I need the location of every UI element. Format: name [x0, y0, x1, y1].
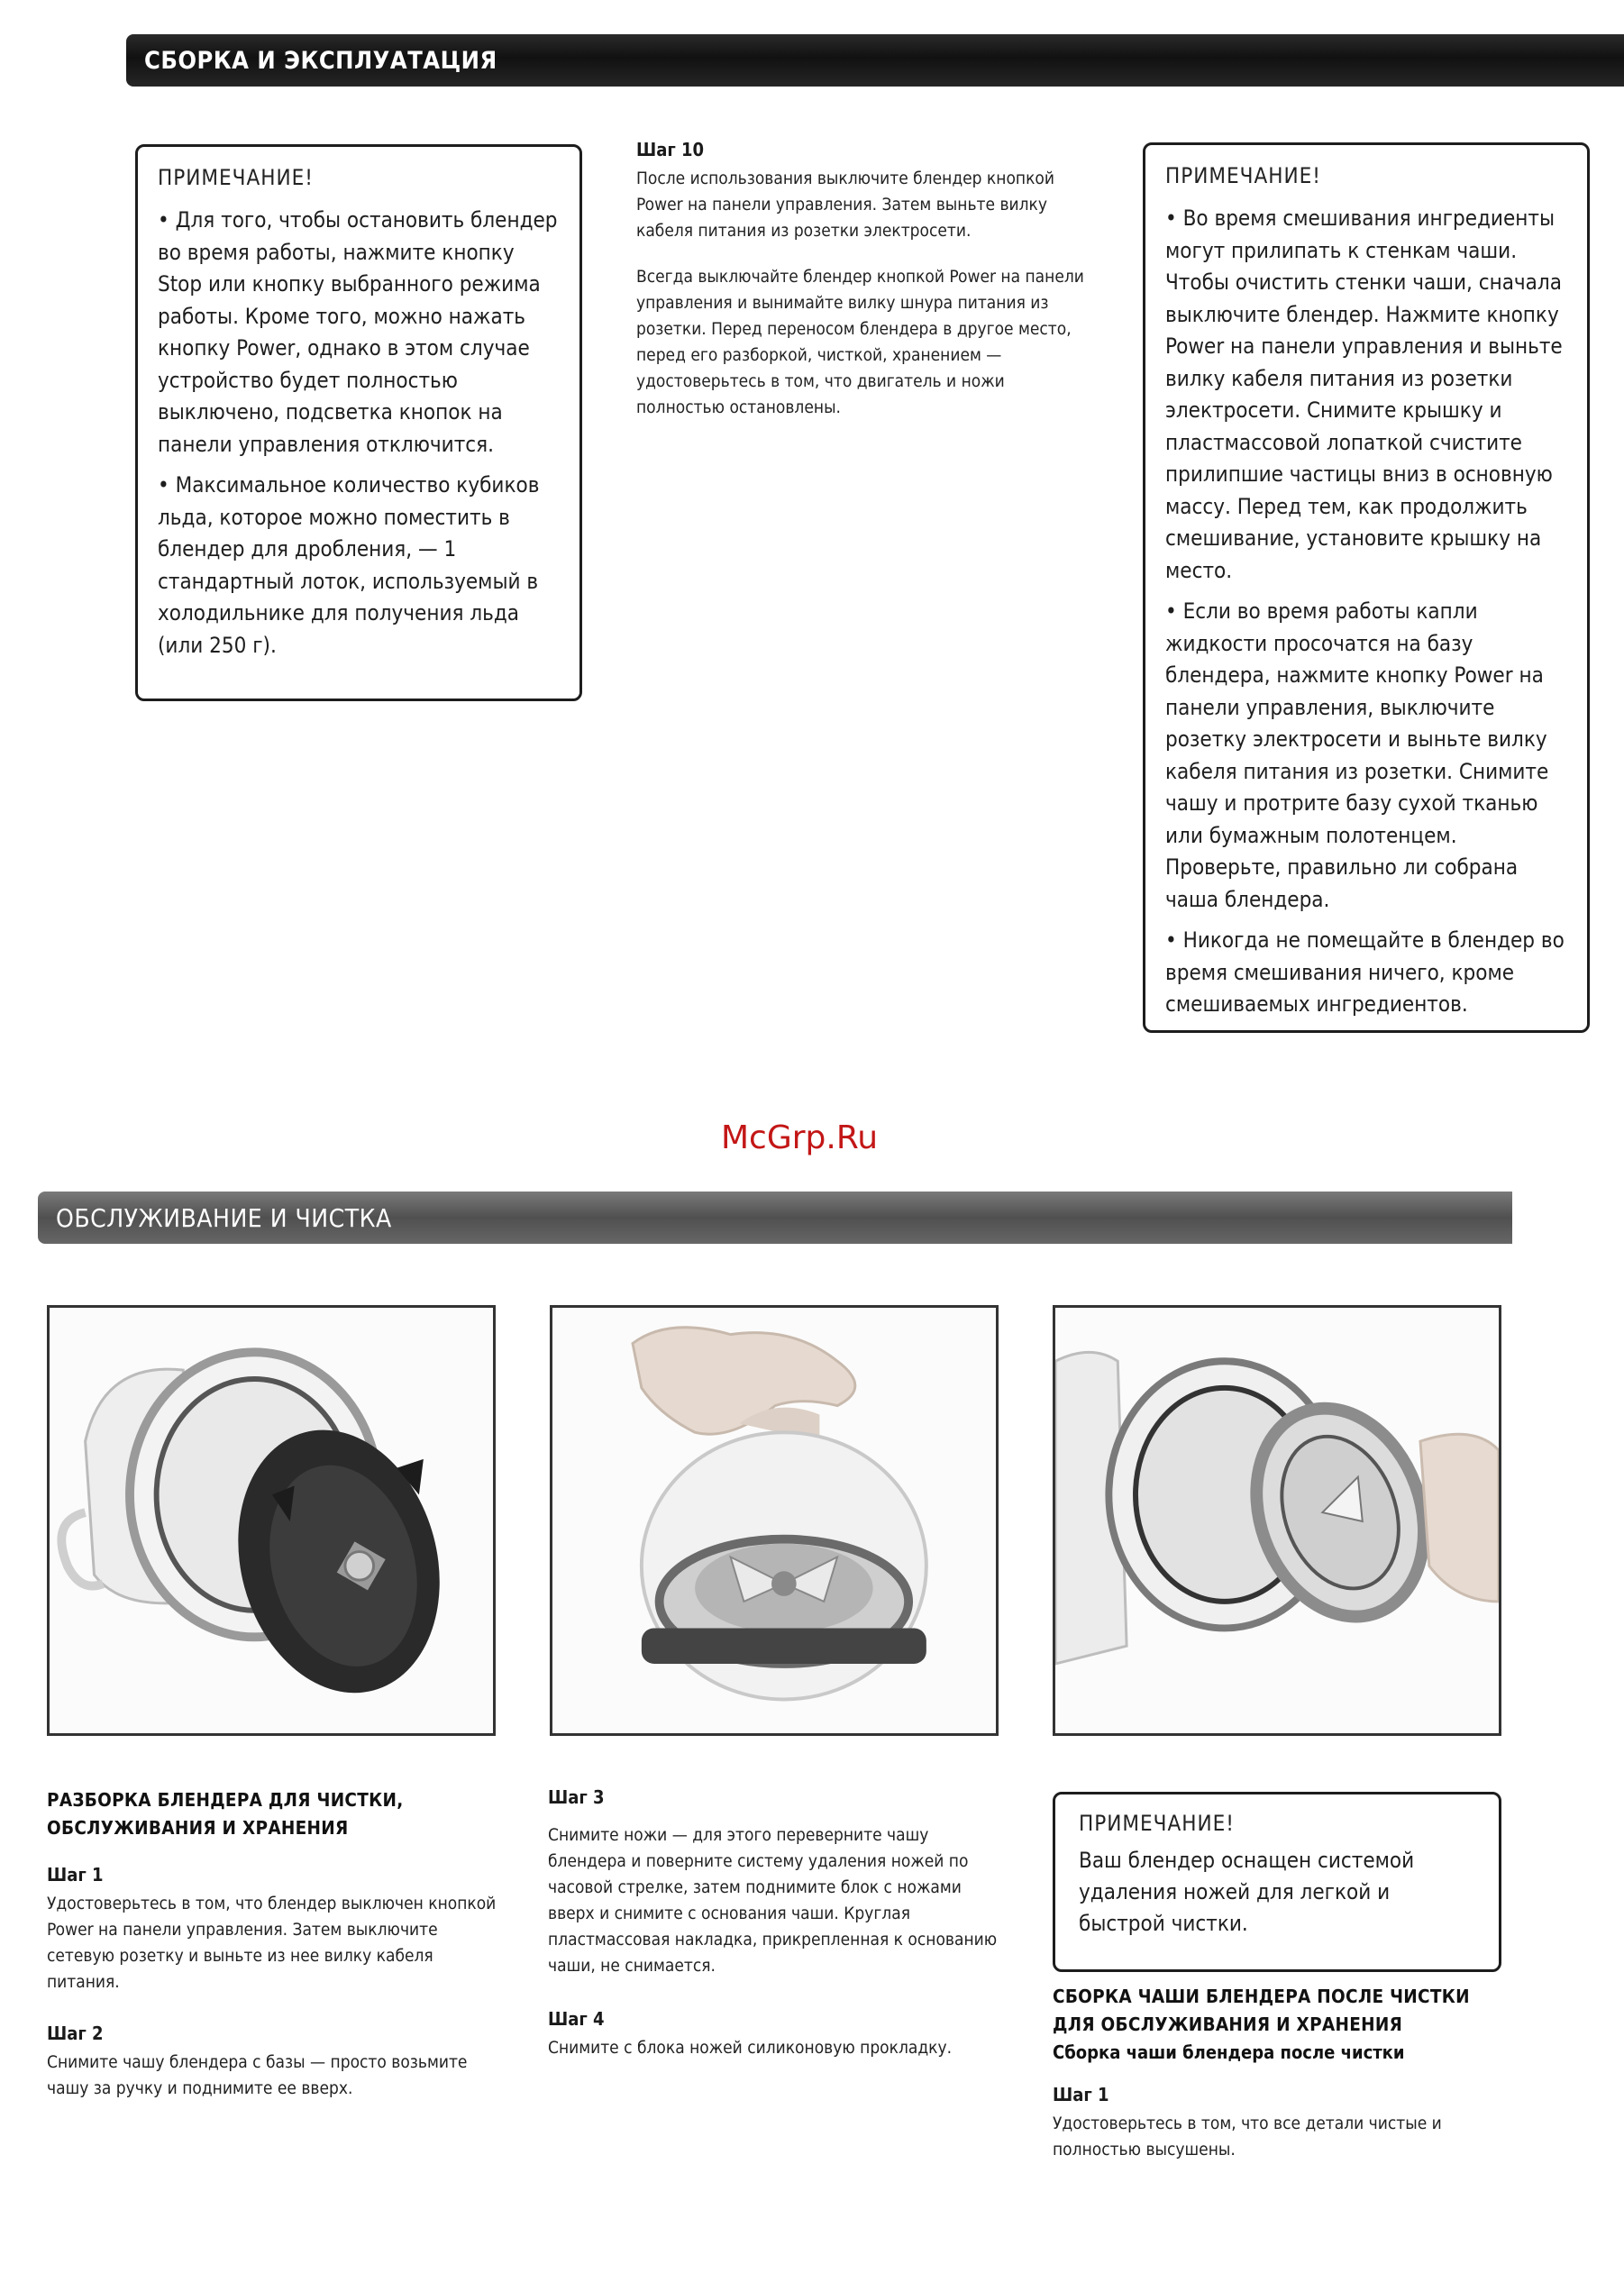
note-bullet: • Если во время работы капли жидкости просочатся на базу блендера, нажмите кнопку Power на панели управления, выключите розетку электросети и выньте вилку кабеля питания из розетки. Снимите чашу и протрите базу сухой тканью или бумажным полотенцем. Проверьте, правильно ли собрана чаша блендера. [1165, 598, 1549, 912]
step-text: После использования выключите блендер кнопкой Power на панели управления. Затем выньте вилку кабеля питания из розетки электросети. [636, 169, 1054, 241]
note-title: ПРИМЕЧАНИЕ! [1165, 163, 1321, 188]
step-text: Всегда выключайте блендер кнопкой Power на панели управления и вынимайте вилку шнура питания из розетки. Перед переносом блендера в другое место, перед его разборкой, чисткой, хранением — удостоверьтесь в том, что двигатель и ножи полностью остановлены. [636, 267, 1084, 417]
step-10-block [636, 139, 1087, 421]
step-title: Шаг 1 [1053, 2084, 1109, 2105]
reassembly-illustration [1055, 1308, 1499, 1733]
step-title: Шаг 10 [636, 139, 705, 160]
note-title: ПРИМЕЧАНИЕ! [1079, 1811, 1235, 1836]
blender-base-illustration [50, 1308, 493, 1733]
section-title: ОБСЛУЖИВАНИЕ И ЧИСТКА [56, 1202, 392, 1233]
step-text: Снимите чашу блендера с базы — просто возьмите чашу за ручку и поднимите ее вверх. [47, 2052, 468, 2098]
step-text: Снимите с блока ножей силиконовую прокладку. [548, 2038, 953, 2058]
photo-remove-blades [550, 1305, 999, 1736]
subheading: Сборка чаши блендера после чистки [1053, 2041, 1405, 2063]
section-heading: ОБСЛУЖИВАНИЯ И ХРАНЕНИЯ [47, 1817, 349, 1839]
note-box-blade-system [1053, 1792, 1501, 1972]
section-heading: ДЛЯ ОБСЛУЖИВАНИЯ И ХРАНЕНИЯ [1053, 2013, 1403, 2035]
step-title: Шаг 1 [47, 1864, 104, 1886]
note-bullet: • Для того, чтобы остановить блендер во время работы, нажмите кнопку Stop или кнопку выбранного режима работы. Кроме того, можно нажать кнопку Power, однако в этом случае устройство будет полностью выключено, подсветка кнопок на панели управления отключится. [158, 207, 558, 457]
photo-blade-assembly [47, 1305, 496, 1736]
disassembly-column [47, 1786, 497, 2102]
section-heading: СБОРКА ЧАШИ БЛЕНДЕРА ПОСЛЕ ЧИСТКИ [1053, 1986, 1470, 2007]
section-title: СБОРКА И ЭКСПЛУАТАЦИЯ [144, 46, 497, 75]
section-banner-assembly [126, 34, 1624, 87]
step-text: Снимите ножи — для этого переверните чашу блендера и поверните систему удаления ножей по часовой стрелке, затем поднимите блок с ножами вверх и снимите с основания чаши. Круглая пластмассовая накладка, прикрепленная к основанию чаши, не снимается. [548, 1825, 998, 1976]
note-bullet: • Никогда не помещайте в блендер во время смешивания ничего, кроме смешиваемых ингредиентов. [1165, 927, 1565, 1017]
step-title: Шаг 4 [548, 2008, 605, 2030]
note-bullet: • Во время смешивания ингредиенты могут прилипать к стенкам чаши. Чтобы очистить стенки чаши, сначала выключите блендер. Нажмите кнопку Power на панели управления и выньте вилку кабеля питания из розетки электросети. Снимите крышку и пластмассовой лопаткой счистите прилипшие частицы вниз в основную массу. Перед тем, как продолжить смешивание, установите крышку на место. [1165, 205, 1563, 583]
step-title: Шаг 3 [548, 1786, 605, 1808]
watermark: McGrp.Ru [721, 1119, 879, 1156]
note-text: Ваш блендер оснащен системой удаления ножей для легкой и быстрой чистки. [1079, 1848, 1415, 1936]
step-title: Шаг 2 [47, 2023, 104, 2044]
photo-reassemble [1053, 1305, 1501, 1736]
blade-removal-column [548, 1786, 1000, 2061]
section-banner-maintenance [38, 1192, 1512, 1244]
blade-removal-illustration [552, 1308, 996, 1733]
note-title: ПРИМЕЧАНИЕ! [158, 165, 314, 190]
section-heading: РАЗБОРКА БЛЕНДЕРА ДЛЯ ЧИСТКИ, [47, 1789, 404, 1811]
note-box-right [1143, 142, 1590, 1033]
note-box-left [135, 144, 582, 701]
step-text: Удостоверьтесь в том, что блендер выключен кнопкой Power на панели управления. Затем выключите сетевую розетку и выньте из нее вилку кабеля питания. [47, 1894, 497, 1992]
reassembly-column [1053, 1983, 1521, 2163]
note-bullet: • Максимальное количество кубиков льда, которое можно поместить в блендер для дробления, — 1 стандартный лоток, используемый в холодильнике для получения льда (или 250 г). [158, 472, 540, 658]
step-text: Удостоверьтесь в том, что все детали чистые и полностью высушены. [1053, 2114, 1442, 2160]
